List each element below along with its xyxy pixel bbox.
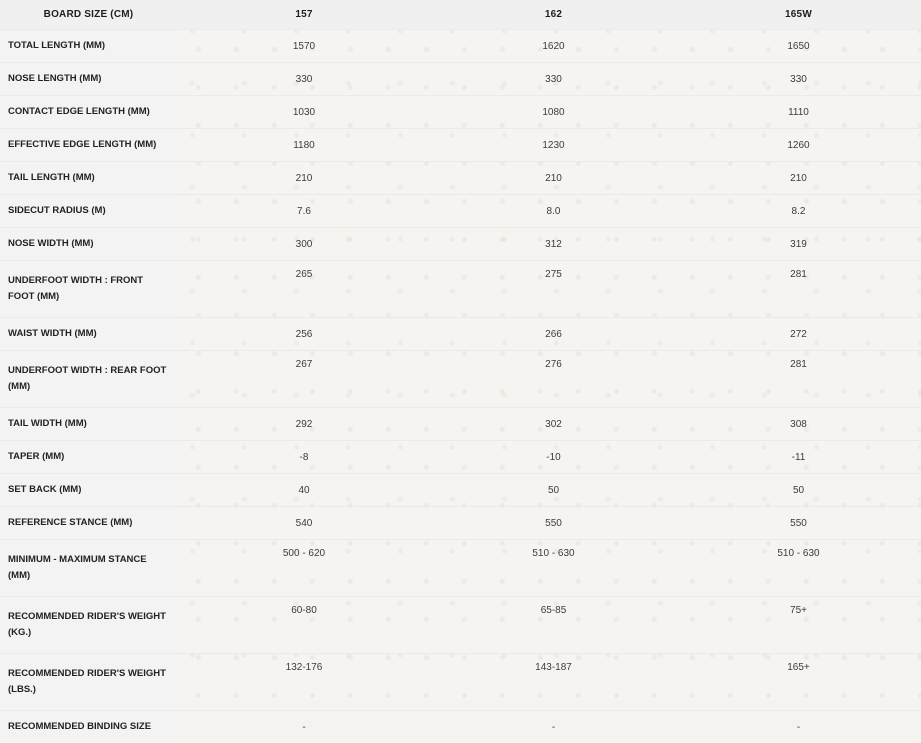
- cell-value: 210: [676, 162, 921, 195]
- cell-value: 1570: [177, 30, 431, 63]
- table-row: [0, 474, 921, 507]
- cell-value: 550: [431, 507, 676, 540]
- table-row: [0, 597, 921, 654]
- row-label: TAPER (MM): [0, 441, 177, 474]
- cell-value: -: [431, 711, 676, 743]
- cell-value: 510 - 630: [676, 540, 921, 597]
- cell-value: 132-176: [177, 654, 431, 711]
- row-label: RECOMMENDED BINDING SIZE: [0, 711, 177, 743]
- cell-value: -: [177, 711, 431, 743]
- row-label: RECOMMENDED RIDER'S WEIGHT (LBS.): [0, 654, 177, 711]
- row-label: EFFECTIVE EDGE LENGTH (MM): [0, 129, 177, 162]
- row-label: TOTAL LENGTH (MM): [0, 30, 177, 63]
- header-size-165w: 165W: [676, 0, 921, 30]
- cell-value: 267: [177, 351, 431, 408]
- row-label: WAIST WIDTH (MM): [0, 318, 177, 351]
- cell-value: 510 - 630: [431, 540, 676, 597]
- table-row: [0, 228, 921, 261]
- table-header-row: [0, 0, 921, 30]
- row-label: RECOMMENDED RIDER'S WEIGHT (KG.): [0, 597, 177, 654]
- cell-value: 276: [431, 351, 676, 408]
- table-row: [0, 441, 921, 474]
- row-label: MINIMUM - MAXIMUM STANCE (MM): [0, 540, 177, 597]
- cell-value: 308: [676, 408, 921, 441]
- cell-value: 266: [431, 318, 676, 351]
- row-label: SIDECUT RADIUS (M): [0, 195, 177, 228]
- header-size-157: 157: [177, 0, 431, 30]
- cell-value: 210: [431, 162, 676, 195]
- cell-value: 65-85: [431, 597, 676, 654]
- cell-value: 550: [676, 507, 921, 540]
- cell-value: 8.0: [431, 195, 676, 228]
- cell-value: 60-80: [177, 597, 431, 654]
- row-label: SET BACK (MM): [0, 474, 177, 507]
- cell-value: 330: [431, 63, 676, 96]
- table-row: [0, 129, 921, 162]
- row-label: TAIL LENGTH (MM): [0, 162, 177, 195]
- row-label: UNDERFOOT WIDTH : REAR FOOT (MM): [0, 351, 177, 408]
- cell-value: 330: [177, 63, 431, 96]
- cell-value: 1080: [431, 96, 676, 129]
- table-row: [0, 261, 921, 318]
- cell-value: 281: [676, 351, 921, 408]
- cell-value: -: [676, 711, 921, 743]
- cell-value: 1110: [676, 96, 921, 129]
- cell-value: 40: [177, 474, 431, 507]
- cell-value: 319: [676, 228, 921, 261]
- table-row: [0, 711, 921, 743]
- cell-value: 75+: [676, 597, 921, 654]
- cell-value: 312: [431, 228, 676, 261]
- cell-value: 1260: [676, 129, 921, 162]
- cell-value: -10: [431, 441, 676, 474]
- cell-value: 8.2: [676, 195, 921, 228]
- cell-value: 292: [177, 408, 431, 441]
- row-label: REFERENCE STANCE (MM): [0, 507, 177, 540]
- cell-value: 540: [177, 507, 431, 540]
- cell-value: 7.6: [177, 195, 431, 228]
- table-row: [0, 63, 921, 96]
- cell-value: 1030: [177, 96, 431, 129]
- cell-value: 272: [676, 318, 921, 351]
- cell-value: 165+: [676, 654, 921, 711]
- row-label: UNDERFOOT WIDTH : FRONT FOOT (MM): [0, 261, 177, 318]
- table-row: [0, 195, 921, 228]
- cell-value: 256: [177, 318, 431, 351]
- cell-value: -8: [177, 441, 431, 474]
- cell-value: 302: [431, 408, 676, 441]
- table-row: [0, 408, 921, 441]
- table-row: [0, 540, 921, 597]
- cell-value: 210: [177, 162, 431, 195]
- row-label: TAIL WIDTH (MM): [0, 408, 177, 441]
- row-label: NOSE LENGTH (MM): [0, 63, 177, 96]
- cell-value: 1180: [177, 129, 431, 162]
- header-size-162: 162: [431, 0, 676, 30]
- cell-value: 50: [431, 474, 676, 507]
- cell-value: 275: [431, 261, 676, 318]
- cell-value: 50: [676, 474, 921, 507]
- cell-value: 300: [177, 228, 431, 261]
- row-label: NOSE WIDTH (MM): [0, 228, 177, 261]
- cell-value: 265: [177, 261, 431, 318]
- table-row: [0, 162, 921, 195]
- cell-value: 500 - 620: [177, 540, 431, 597]
- table-row: [0, 654, 921, 711]
- row-label: CONTACT EDGE LENGTH (MM): [0, 96, 177, 129]
- cell-value: 1650: [676, 30, 921, 63]
- cell-value: -11: [676, 441, 921, 474]
- table-row: [0, 507, 921, 540]
- cell-value: 1620: [431, 30, 676, 63]
- cell-value: 1230: [431, 129, 676, 162]
- table-row: [0, 30, 921, 63]
- header-label: BOARD SIZE (CM): [0, 0, 177, 30]
- cell-value: 143-187: [431, 654, 676, 711]
- table-row: [0, 96, 921, 129]
- table-row: [0, 318, 921, 351]
- cell-value: 330: [676, 63, 921, 96]
- table-row: [0, 351, 921, 408]
- cell-value: 281: [676, 261, 921, 318]
